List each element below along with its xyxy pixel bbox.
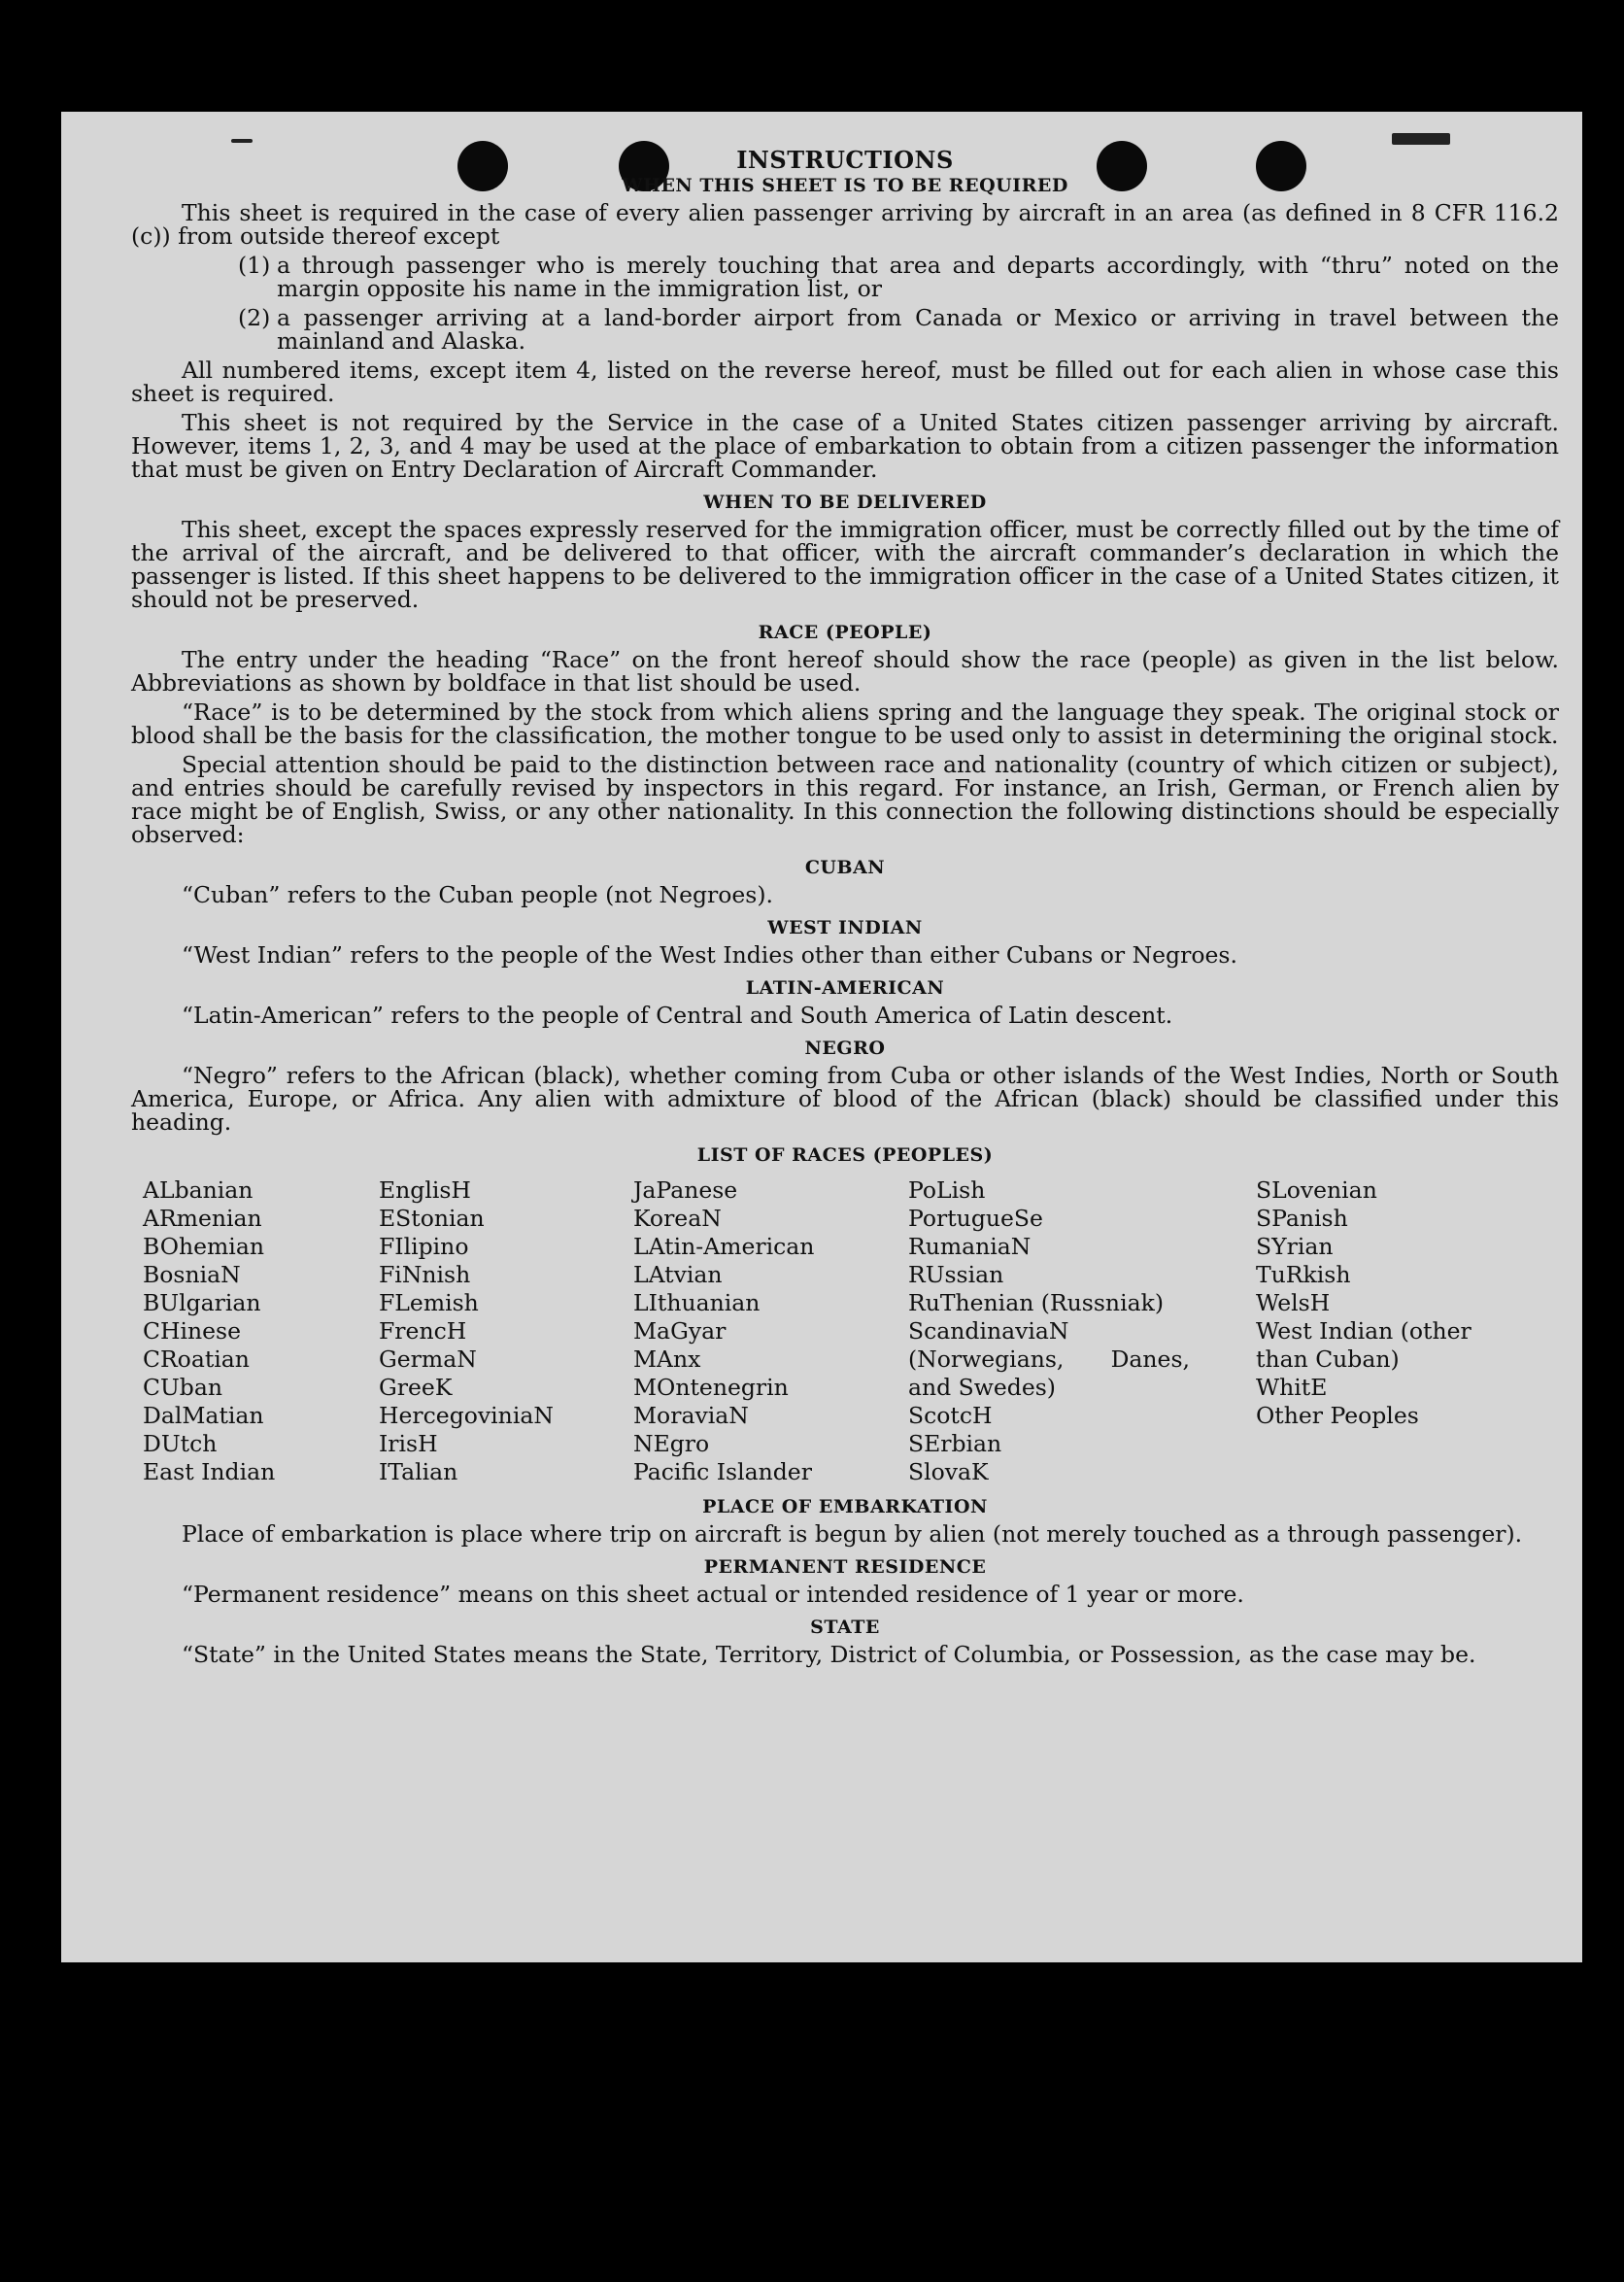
paragraph: “Race” is to be determined by the stock from which aliens spring and the language they speak. The original stock or blood shall be the basis for the classification, the mother tongue to be used only to assist in determining the original stock. [131, 698, 1559, 749]
races-list [131, 1176, 1559, 1485]
race-entry: LAtin-American [633, 1233, 815, 1260]
race-entry: GreeK [379, 1374, 453, 1401]
race-entry: RuThenian (Russniak) [908, 1289, 1164, 1316]
race-entry: TuRkish [1256, 1261, 1351, 1288]
races-column [633, 1176, 905, 1486]
race-entry: JaPanese [633, 1176, 738, 1204]
scan-mark [231, 139, 253, 143]
race-entry: SlovaK [908, 1458, 989, 1485]
heading-when-required: WHEN THIS SHEET IS TO BE REQUIRED [622, 175, 1068, 196]
instruction-sheet [61, 112, 1582, 1962]
paragraph: Place of embarkation is place where trip on aircraft is begun by alien (not merely touched as a through passenger). [182, 1520, 1523, 1548]
race-entry: MaGyar [633, 1317, 727, 1345]
races-column [143, 1176, 366, 1486]
race-entry: SErbian [908, 1430, 1002, 1457]
race-entry: ITalian [379, 1458, 458, 1485]
race-entry: LIthuanian [633, 1289, 761, 1316]
races-column [1256, 1176, 1547, 1430]
race-entry: LAtvian [633, 1261, 723, 1288]
race-entry: EnglisH [379, 1176, 471, 1204]
race-entry: KoreaN [633, 1205, 722, 1232]
heading-west-indian: WEST INDIAN [767, 917, 923, 938]
race-entry: ScandinaviaN (Norwegians, Danes, and Swedes) [908, 1317, 1190, 1401]
race-entry: ALbanian [143, 1176, 254, 1204]
race-entry: SYrian [1256, 1233, 1334, 1260]
race-entry: CUban [143, 1374, 222, 1401]
race-entry: FIlipino [379, 1233, 469, 1260]
heading-negro: NEGRO [804, 1038, 886, 1059]
race-entry: East Indian [143, 1458, 276, 1485]
paragraph: All numbered items, except item 4, listed on the reverse hereof, must be filled out for each alien in whose case this sheet is required. [131, 357, 1559, 407]
race-entry: SPanish [1256, 1205, 1348, 1232]
race-entry: PoLish [908, 1176, 986, 1204]
paragraph: Special attention should be paid to the distinction between race and nationality (country of which citizen or subject), and entries should be carefully revised by inspectors in this regard. For instance, an Irish, German, or French alien by race might be of English, Swiss, or any other nationality. In this connection the following distinctions should be especially observed: [131, 751, 1559, 848]
race-entry: BOhemian [143, 1233, 264, 1260]
scan-mark [1392, 133, 1450, 145]
race-entry: CRoatian [143, 1345, 250, 1373]
paragraph: This sheet is required in the case of every alien passenger arriving by aircraft in an area (as defined in 8 CFR 116.2 (c)) from outside thereof except [131, 199, 1559, 250]
race-entry: EStonian [379, 1205, 485, 1232]
race-entry: WelsH [1256, 1289, 1331, 1316]
race-entry: BUlgarian [143, 1289, 261, 1316]
paragraph: This sheet, except the spaces expressly reserved for the immigration officer, must be correctly filled out by the time of the arrival of the aircraft, and be delivered to that officer, with the aircraft commander’s declaration in which the passenger is listed. If this sheet happens to be delivered to the immigration officer in the case of a United States citizen, it should not be preserved. [131, 516, 1559, 613]
race-entry: MoraviaN [633, 1402, 749, 1429]
item-number: (2) [238, 304, 271, 331]
race-entry: West Indian (other than Cuban) [1256, 1317, 1472, 1373]
race-entry: FLemish [379, 1289, 479, 1316]
heading-when-delivered: WHEN TO BE DELIVERED [703, 492, 987, 513]
race-entry: ARmenian [143, 1205, 262, 1232]
paragraph: “West Indian” refers to the people of the West Indies other than either Cubans or Negroes. [182, 941, 1237, 969]
race-entry: CHinese [143, 1317, 241, 1345]
paragraph: “Cuban” refers to the Cuban people (not Negroes). [182, 881, 774, 908]
race-entry: WhitE [1256, 1374, 1328, 1401]
item-number: (1) [238, 252, 271, 279]
heading-place-of-embarkation: PLACE OF EMBARKATION [702, 1496, 988, 1517]
race-entry: FiNnish [379, 1261, 471, 1288]
race-entry: Pacific Islander [633, 1458, 812, 1485]
race-entry: BosniaN [143, 1261, 241, 1288]
paragraph: “Negro” refers to the African (black), whether coming from Cuba or other islands of the West Indies, North or South America, Europe, or Africa. Any alien with admixture of blood of the African (black) should be classified under this heading. [131, 1062, 1559, 1136]
race-entry: PortugueSe [908, 1205, 1043, 1232]
race-entry: MOntenegrin [633, 1374, 789, 1401]
races-column [908, 1176, 1200, 1486]
races-column [379, 1176, 622, 1486]
race-entry: SLovenian [1256, 1176, 1377, 1204]
race-entry: IrisH [379, 1430, 438, 1457]
heading-cuban: CUBAN [804, 857, 886, 878]
heading-permanent-residence: PERMANENT RESIDENCE [703, 1556, 987, 1578]
race-entry: RumaniaN [908, 1233, 1032, 1260]
item-text: a through passenger who is merely touching that area and departs accordingly, with “thru” noted on the margin opposite his name in the immigration list, or [277, 252, 1559, 302]
race-entry: DalMatian [143, 1402, 264, 1429]
race-entry: HercegoviniaN [379, 1402, 554, 1429]
heading-list-of-races: LIST OF RACES (PEOPLES) [696, 1144, 994, 1166]
race-entry: GermaN [379, 1345, 477, 1373]
item-text: a passenger arriving at a land-border airport from Canada or Mexico or arriving in travel between the mainland and Alaska. [277, 304, 1559, 355]
paragraph: “State” in the United States means the State, Territory, District of Columbia, or Possession, as the case may be. [182, 1641, 1476, 1668]
exception-item [238, 254, 1559, 300]
heading-race: RACE (PEOPLE) [758, 622, 932, 643]
paragraph: “Latin-American” refers to the people of Central and South America of Latin descent. [182, 1002, 1173, 1029]
race-entry: RUssian [908, 1261, 1004, 1288]
race-entry: DUtch [143, 1430, 218, 1457]
paragraph: The entry under the heading “Race” on the front hereof should show the race (people) as given in the list below. Abbreviations as shown by boldface in that list should be used. [131, 646, 1559, 697]
race-entry: Other Peoples [1256, 1402, 1419, 1429]
race-entry: ScotcH [908, 1402, 993, 1429]
content [131, 147, 1559, 1672]
paragraph: This sheet is not required by the Service in the case of a United States citizen passenger arriving by aircraft. However, items 1, 2, 3, and 4 may be used at the place of embarkation to obtain from a citizen passenger the information that must be given on Entry Declaration of Aircraft Commander. [131, 409, 1559, 483]
race-entry: MAnx [633, 1345, 701, 1373]
paragraph: “Permanent residence” means on this sheet actual or intended residence of 1 year or more. [182, 1581, 1244, 1608]
race-entry: FrencH [379, 1317, 467, 1345]
page-title: INSTRUCTIONS [736, 146, 954, 174]
heading-latin-american: LATIN-AMERICAN [745, 977, 945, 999]
exception-item [238, 306, 1559, 353]
heading-state: STATE [810, 1617, 880, 1638]
race-entry: NEgro [633, 1430, 710, 1457]
